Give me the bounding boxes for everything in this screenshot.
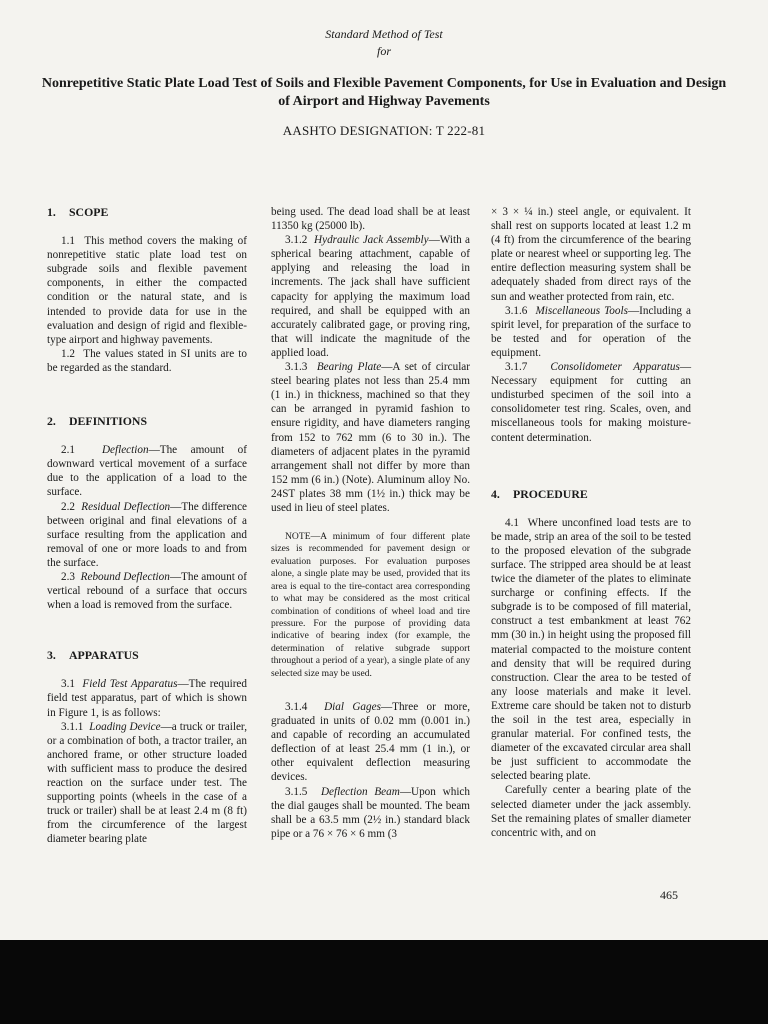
section-heading-definitions: 2. DEFINITIONS [47,414,148,429]
text-column-3 [491,205,691,840]
paragraph-1-2: 1.2 The values stated in SI units are to be regarded as the standard. [47,347,247,374]
paragraph-1-1: 1.1 This method covers the making of nonrepetitive static plate load test on subgrade soils and flexible pavement components, in either the compacted condition or the natural state, and is intended to provide data for use in the evaluation and design of rigid and flexible-type airport and highway pavements. [47,235,247,346]
paragraph-3-1-4: 3.1.4 Dial Gages—Three or more, graduated in units of 0.02 mm (0.001 in.) and capable of recording an accumulated deflection of at least 25.4 mm (1 in.), or other equivalent deflection measuring devices. [271,700,471,784]
paragraph-3-1-3: 3.1.3 Bearing Plate—A set of circular steel bearing plates not less than 25.4 mm (1 in.) in thickness, machined so that they can be arranged in pyramid fashion to ensure rigidity, and have diameters ranging from 152 to 762 mm (6 to 30 in.). The diameters of adjacent plates in the pyramid arrangement shall not differ by more than 152 mm (6 in.) (Note). Aluminum alloy No. 24ST plates 38 mm (1½ in.) thick may be used in lieu of steel plates. [271,361,470,514]
paragraph-3-1-5-continued: × 3 × ¼ in.) steel angle, or equivalent. It shall rest on supports located at least 1.2 m (4 ft) from the circumference of the bearing plate or nearest wheel or supporting leg. The entire deflection measuring system shall be adequately shaded from direct rays of the sun and weather protected from rain, etc. [491,206,691,303]
text-column-1 [47,205,247,846]
paragraph-3-1-6: 3.1.6 Miscellaneous Tools—Including a spirit level, for preparation of the surface to be tested and for operation of the equipment. [491,304,691,359]
paragraph-4-1: 4.1 Where unconfined load tests are to be made, strip an area of the soil to be tested to the proposed elevation of the subgrade surface. The stripped area should be at least twice the diameter of the plates to eliminate surcharge or confining effects. If the subgrade is to be composed of fill material, construct a test embankment at least 762 mm (30 in.) in height using the proposed fill material compacted to the moisture content and density that will be required during construction. Clear the area to be tested of any loose materials and make it level. Extreme care should be taken not to disturb the soil in the test area, especially in granular material. For confined tests, the diameter of the excavated circular area shall be just sufficient to accommodate the selected bearing plate. [491,516,692,783]
paragraph-3-1: 3.1 Field Test Apparatus—The required field test apparatus, part of which is shown in Figure 1, is as follows: [47,678,247,719]
paragraph-3-1-1-continued: being used. The dead load shall be at least 11350 kg (25000 lb). [271,206,470,233]
aashto-designation: AASHTO DESIGNATION: T 222-81 [282,123,486,138]
section-heading-scope: 1. SCOPE [47,205,109,219]
paragraph-4-1-continued: Carefully center a bearing plate of the selected diameter under the jack assembly. Set the remaining plates of smaller diameter concentric with, and on [491,784,691,839]
paragraph-3-1-5: 3.1.5 Deflection Beam—Upon which the dial gauges shall be mounted. The beam shall be a 63.5 mm (2½ in.) standard black pipe or a 76 × 76 × 6 mm (3 [271,785,470,840]
paragraph-3-1-1: 3.1.1 Loading Device—a truck or trailer, or a combination of both, a tractor trailer, an anchored frame, or other structure loaded with sufficient mass to produce the desired reaction on the surface under test. The supporting points (wheels in the case of a truck or trailer) shall be at least 2.4 m (8 ft) from the circumference of the largest diameter bearing plate [47,720,247,846]
paragraph-3-1-7: 3.1.7 Consolidometer Apparatus—Necessary equipment for cutting an undisturbed specimen of the soil into a consolidometer test ring. Scales, oven, and miscellaneous tools for making moisture-content determination. [491,361,691,444]
paragraph-2-2: 2.2 Residual Deflection—The difference between original and final elevations of a surface resulting from the application and removal of one or more loads to and from the surface. [47,500,248,569]
header-line-standard-method: Standard Method of Test [325,27,443,41]
paragraph-2-3: 2.3 Rebound Deflection—The amount of vertical rebound of a surface that occurs when a load is removed from the surface. [47,570,247,612]
header-line-for: for [376,44,391,58]
page-number: 465 [660,888,678,902]
paragraph-3-1-2: 3.1.2 Hydraulic Jack Assembly—With a spherical bearing attachment, capable of applying and releasing the load in increments. The jack shall have sufficient capacity for applying the maximum load required, and shall be equipped with an accurately calibrated gage, or proving ring, that will indicate the magnitude of the applied load. [271,234,470,359]
paragraph-2-1: 2.1 Deflection—The amount of downward vertical movement of a surface due to the application of a load to the surface. [47,444,247,499]
document-title: Nonrepetitive Static Plate Load Test of Soils and Flexible Pavement Components, for Use in Evaluation and Design of Airport and Highway Pavements [41,76,727,109]
text-column-2 [271,205,470,841]
note-plate-sizes: NOTE—A minimum of four different plate sizes is recommended for pavement design or evaluation purposes. For evaluation purposes alone, a single plate may be used, provided that its area is equal to the tire-contact area corresponding to what may be considered as the most critical combination of conditions of wheel load and tire pressure. For the purpose of providing data indicative of bearing index (for example, the determination of relative subgrade support throughout a period of a year), a single plate of any selected size may be used. [271,531,470,679]
section-heading-procedure: 4. PROCEDURE [491,486,588,501]
section-heading-apparatus: 3. APPARATUS [47,648,139,663]
scan-black-bar [0,940,768,1024]
